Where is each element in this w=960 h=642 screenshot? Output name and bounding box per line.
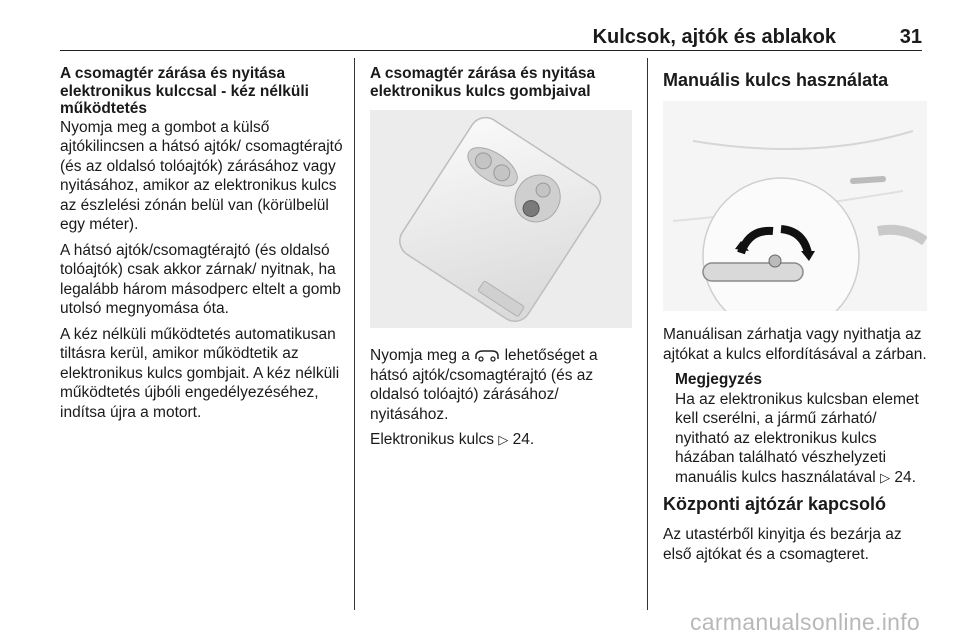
note-ref-page: 24. (894, 468, 916, 486)
column-middle (370, 65, 632, 456)
column-divider (647, 58, 648, 610)
note-block (663, 370, 927, 487)
watermark: carmanualsonline.info (689, 609, 920, 635)
tailgate-icon (474, 347, 500, 364)
section-heading: A csomagtér zárása és nyitása elektronikus kulcs gombjaival (370, 65, 596, 100)
page-ref-arrow-icon: ▷ (880, 469, 891, 485)
manual-key-illustration (663, 101, 927, 311)
text-after-icon: lehetőséget a hátsó ajtók/csomagtérajtó (és az oldalsó tolóajtó) zárásához/ nyitásához. (370, 347, 598, 423)
column-left (60, 65, 348, 428)
page-title: Kulcsok, ajtók és ablakok (592, 26, 836, 48)
cross-ref-page: 24. (512, 431, 535, 448)
section-heading: Manuális kulcs használata (663, 70, 889, 90)
text-before-icon: Nyomja meg a (370, 347, 470, 364)
column-right (663, 65, 927, 570)
paragraph: A kéz nélküli működtetés automatikusan tiltásra kerül, amikor működtetik az elektronikus kulcs gombjait. A kéz nélküli működtetés újbóli engedélyezéséhez, indítsa újra a motort. (60, 325, 340, 421)
cross-ref-text: Elektronikus kulcs (370, 431, 495, 448)
note-heading: Megjegyzés (675, 371, 763, 388)
note-body: Ha az elektronikus kulcsban elemet kell cserélni, a jármű zárható/ nyitható az elektronikus kulcs házában található vészhelyzeti manuális kulcs használatával (675, 390, 919, 486)
paragraph: Az utastérből kinyitja és bezárja az első ajtókat és a csomagteret. (663, 526, 902, 563)
paragraph: Nyomja meg a gombot a külső ajtókilincsen a hátsó ajtók/ csomagtérajtó (és az oldalsó tolóajtók) zárásához vagy nyitásához, amikor az elektronikus kulcs az észlelési zónán belül van (körülbelül egy méter). (60, 118, 343, 233)
paragraph: A hátsó ajtók/csomagtérajtó (és oldalsó tolóajtók) csak akkor zárnak/ nyitnak, ha legalább három másodperc eltelt a gomb utolsó megnyomása óta. (60, 241, 341, 317)
page-header (60, 22, 922, 51)
note-text (675, 390, 927, 488)
column-divider (354, 58, 355, 610)
section-heading: Központi ajtózár kapcsoló (663, 494, 887, 514)
paragraph (370, 430, 632, 450)
paragraph: Manuálisan zárhatja vagy nyithatja az ajtókat a kulcs elfordításával a zárban. (663, 326, 927, 363)
page-number: 31 (899, 26, 922, 48)
paragraph (370, 346, 632, 424)
section-heading: A csomagtér zárása és nyitása elektronikus kulccsal - kéz nélküli működtetés (60, 65, 309, 117)
electronic-key-illustration (370, 110, 632, 328)
page-ref-arrow-icon: ▷ (498, 432, 509, 447)
